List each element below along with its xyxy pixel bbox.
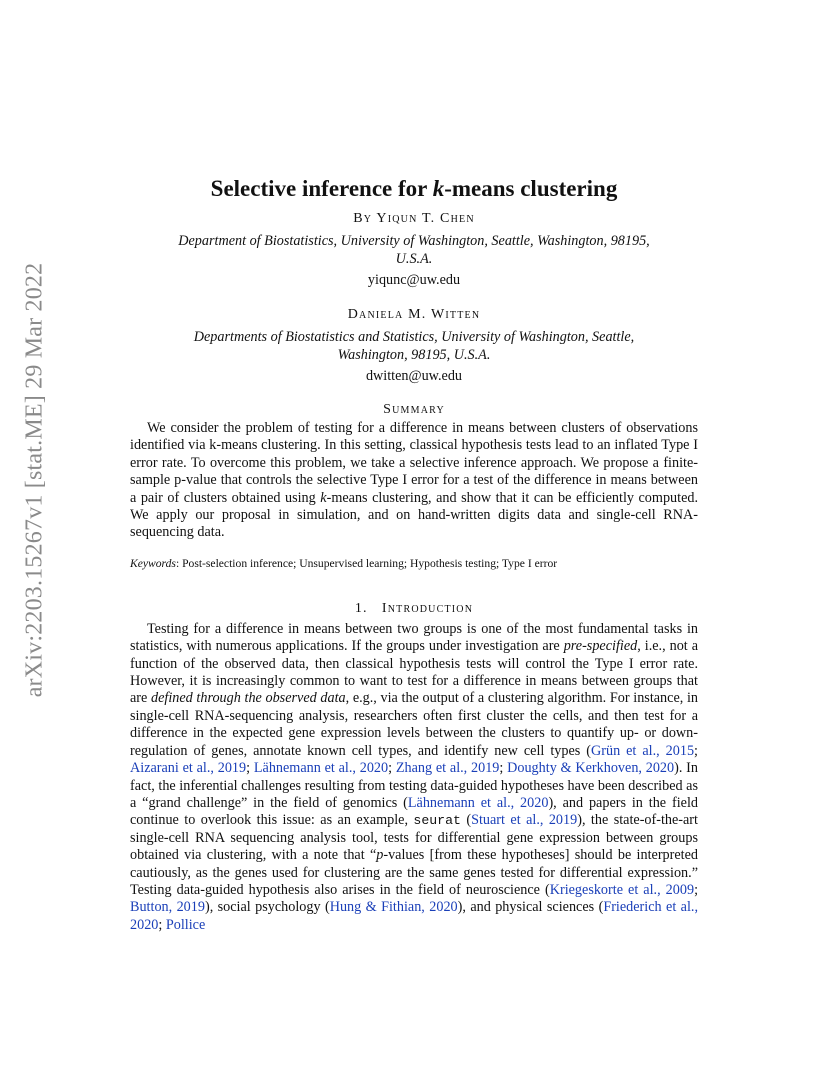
citation-link[interactable]: Kriegeskorte et al., 2009 (549, 881, 695, 898)
citation-link[interactable]: Zhang et al., 2019 (395, 760, 500, 777)
citation-link[interactable]: Pollice (165, 916, 206, 933)
abstract-text: We consider the problem of testing for a difference in means between clusters of observations identified via k-means clustering. In this setting, classical hypothesis tests lead to an inflated Type I error rate. To overcome this problem, we take a selective inference approach. We propose a finite-sample p-value that controls the selective Type I error for a test of the difference in means between a pair of clusters obtained using k-means clustering, and show that it can be efficiently computed. We apply our proposal in simulation, and on hand-written digits data and single-cell RNA-sequencing data. (130, 420, 699, 541)
citation-link[interactable]: Lähnemann et al., 2020 (253, 760, 389, 777)
code-term: seurat (413, 813, 461, 829)
author-affiliation: Departments of Biostatistics and Statistics, University of Washington, Seattle, Washington, 98195, U.S.A. (193, 329, 635, 363)
citation-link[interactable]: Doughty & Kerkhoven, 2020 (507, 760, 675, 777)
author-name: By Yiqun T. Chen (353, 211, 475, 226)
citation-link[interactable]: Lähnemann et al., 2020 (407, 794, 549, 811)
citation-link[interactable]: Button, 2019 (130, 899, 205, 916)
author-email: dwitten@uw.edu (365, 368, 463, 384)
citation-link[interactable]: Aizarani et al., 2019 (130, 760, 247, 777)
citation-link[interactable]: Hung & Fithian, 2020 (329, 899, 458, 916)
paper-page (130, 176, 698, 934)
citation-link[interactable]: Stuart et al., 2019 (471, 812, 578, 829)
author-block-2 (130, 307, 698, 385)
paper-title: Selective inference for k-means clustering (210, 176, 618, 201)
author-name: Daniela M. Witten (347, 307, 481, 322)
keywords-line: Keywords: Post-selection inference; Unsupervised learning; Hypothesis testing; Type I error (130, 556, 558, 570)
summary-heading: Summary (383, 402, 445, 417)
author-email: yiqunc@uw.edu (367, 272, 461, 288)
arxiv-identifier-stamp (20, 260, 50, 700)
author-block-1 (130, 211, 698, 289)
citation-link[interactable]: Friederich et al., 2020 (130, 899, 699, 933)
author-affiliation: Department of Biostatistics, University of Washington, Seattle, Washington, 98195, U.S.A. (178, 233, 650, 267)
introduction-paragraph: Testing for a difference in means between two groups is one of the most fundamental tasks in statistics, with numerous applications. If the groups under investigation are pre-specified, i.e., not a function of the observed data, then classical hypothesis tests will control the Type I error rate. However, it is increasingly common to want to test for a difference in means between groups that are defined through the observed data, e.g., via the output of a clustering algorithm. For instance, in single-cell RNA-sequencing analysis, researchers often first cluster the cells, and then test for a difference in the expected gene expression levels between the clusters to quantify up- or down-regulation of genes, annotate known cell types, and identify new cell types (Grün et al., 2015; Aizarani et al., 2019; Lähnemann et al., 2020; Zhang et al., 2019; Doughty & Kerkhoven, 2020). In fact, the inferential challenges resulting from testing data-guided hypotheses have been described as a “grand challenge” in the field of genomics (Lähnemann et al., 2020), and papers in the field continue to overlook this issue: as an example, seurat (Stuart et al., 2019), the state-of-the-art single-cell RNA sequencing analysis tool, tests for differential gene expression between groups obtained via clustering, with a note that “p-values [from these hypotheses] should be interpreted cautiously, as the genes used for clustering are the same genes tested for differential expression.” Testing data-guided hypothesis also arises in the field of neuroscience (Kriegeskorte et al., 2009; Button, 2019), social psychology (Hung & Fithian, 2020), and physical sciences (Friederich et al., 2020; Pollice (130, 620, 699, 933)
section-heading: 1. Introduction (354, 600, 474, 616)
arxiv-identifier-text: arXiv:2203.15267v1 [stat.ME] 29 Mar 2022 (21, 262, 48, 698)
citation-link[interactable]: Grün et al., 2015 (591, 742, 695, 759)
